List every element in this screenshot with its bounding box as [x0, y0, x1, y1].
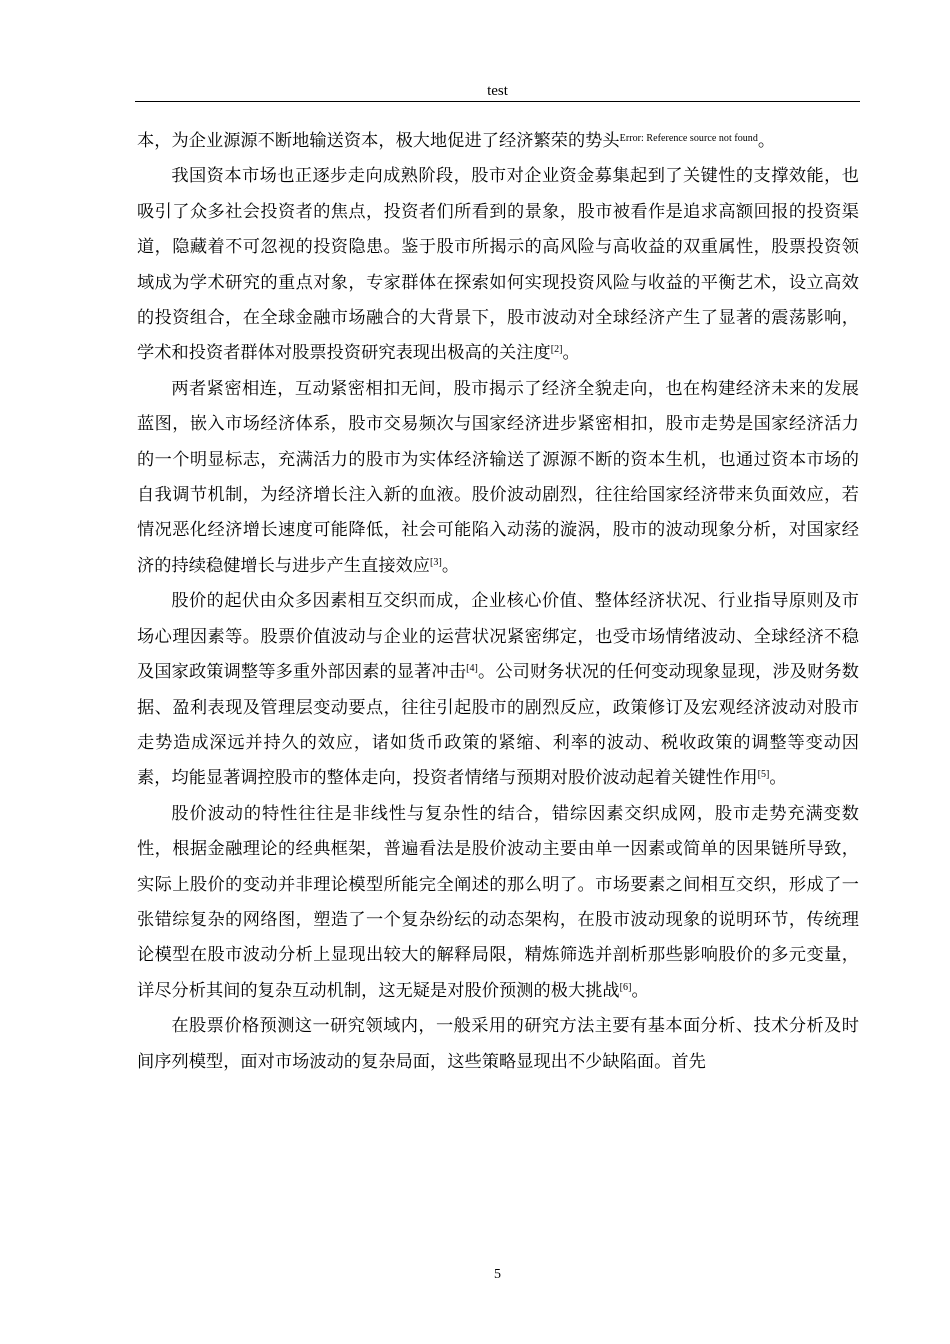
- page-header: test: [487, 83, 508, 99]
- paragraph-text: 本，为企业源源不断地输送资本，极大地促进了经济繁荣的势头: [137, 131, 620, 151]
- paragraph-text: 股价波动的特性往往是非线性与复杂性的结合，错综因素交织成网，股市走势充满变数性，根据金融理论的经典框架，普遍看法是股价波动主要由单一因素或简单的因果链所导致，实际上股价的变动并非理论模型所能完全阐述的那么明了。市场要素之间相互交织，形成了一张错综复杂的网络图，塑造了一个复杂纷纭的动态架构，在股市波动现象的说明环节，传统理论模型在股市波动分析上显现出较大的解释局限，精炼筛选并剖析那些影响股价的多元变量，详尽分析其间的复杂互动机制，这无疑是对股价预测的极大挑战: [137, 803, 859, 1001]
- paragraph-5: [137, 797, 859, 1009]
- paragraph-tail: 。: [631, 980, 649, 1001]
- paragraph-4: [137, 584, 859, 796]
- header-rule: [135, 101, 860, 102]
- paragraph-3: [137, 372, 859, 584]
- citation-4: [4]: [466, 663, 478, 675]
- paragraph-text: 两者紧密相连，互动紧密相扣无间，股市揭示了经济全貌走向，也在构建经济未来的发展蓝图，嵌入市场经济体系，股市交易频次与国家经济进步紧密相扣，股市走势是国家经济活力的一个明显标志，充满活力的股市为实体经济输送了源源不断的资本生机，也通过资本市场的自我调节机制，为经济增长注入新的血液。股价波动剧烈，往往给国家经济带来负面效应，若情况恶化经济增长速度可能降低，社会可能陷入动荡的漩涡，股市的波动现象分析，对国家经济的持续稳健增长与进步产生直接效应: [137, 378, 859, 576]
- paragraph-6: [137, 1009, 859, 1080]
- paragraph-2: [137, 159, 859, 371]
- paragraph-tail: 。: [769, 768, 787, 789]
- citation-3: [3]: [430, 556, 442, 568]
- paragraph-text: 股价的起伏由众多因素相互交织而成，企业核心价值、整体经济状况、行业指导原则及市场心理因素等。股票价值波动与企业的运营状况紧密绑定，也受市场情绪波动、全球经济不稳及国家政策调整等多重外部因素的显著冲击: [137, 591, 859, 683]
- citation-6: [6]: [619, 981, 632, 993]
- page-number: 5: [494, 1267, 501, 1282]
- paragraph-tail: 。: [441, 555, 460, 576]
- paragraph-text-continued: 。公司财务状况的任何变动现象显现，涉及财务数据、盈利表现及管理层变动要点，往往引起股市的剧烈反应，政策修订及宏观经济波动对股市走势造成深远并持久的效应，诸如货币政策的紧缩、利率的波动、税收政策的调整等变动因素，均能显著调控股市的整体走向，投资者情绪与预期对股价波动起着关键性作用: [137, 662, 859, 789]
- paragraph-text: 我国资本市场也正逐步走向成熟阶段，股市对企业资金募集起到了关键性的支撑效能，也吸引了众多社会投资者的焦点，投资者们所看到的景象，股市被看作是追求高额回报的投资渠道，隐藏着不可忽视的投资隐患。鉴于股市所揭示的高风险与高收益的双重属性，股票投资领域成为学术研究的重点对象，专家群体在探索如何实现投资风险与收益的平衡艺术，设立高效的投资组合，在全球金融市场融合的大背景下，股市波动对全球经济产生了显著的震荡影响，学术和投资者群体对股票投资研究表现出极高的关注度: [137, 166, 859, 364]
- paragraph-tail: 。: [757, 131, 776, 151]
- paragraph-tail: 。: [562, 343, 580, 364]
- paragraph-1: [137, 124, 859, 159]
- citation-5: [5]: [757, 769, 770, 781]
- error-reference: Error: Reference source not found: [619, 133, 758, 144]
- body-text: [137, 124, 859, 1080]
- paragraph-text: 在股票价格预测这一研究领域内，一般采用的研究方法主要有基本面分析、技术分析及时间序列模型，面对市场波动的复杂局面，这些策略显现出不少缺陷面。首先: [137, 1016, 859, 1072]
- citation-2: [2]: [550, 344, 563, 356]
